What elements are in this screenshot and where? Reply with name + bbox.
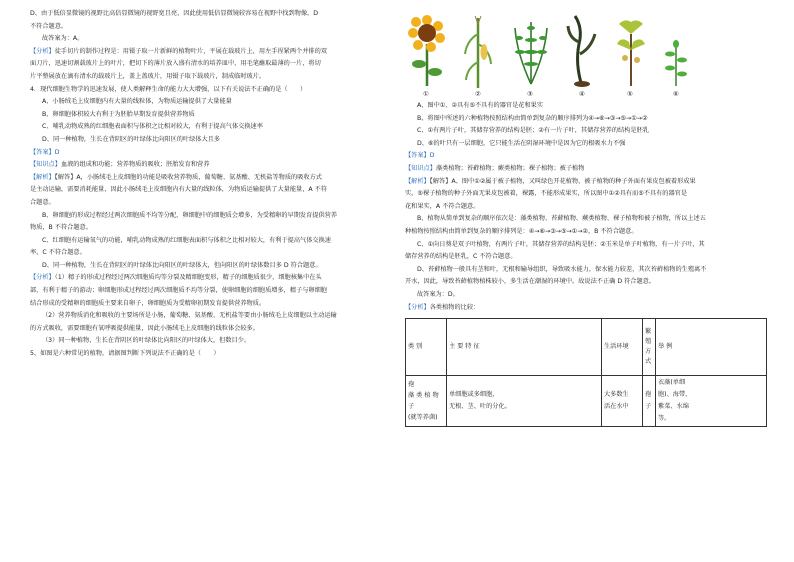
- answer-line: 故答案为：D。: [417, 290, 459, 298]
- text-line: 开水，因此，导致苔藓植物植株较小，多生活在潮湿的环境中。故说法不正确 D 符合题意。: [405, 278, 656, 286]
- analysis-line: [30, 272, 390, 285]
- text-line: 种植物按照结构由简单到复杂的顺序排列是：④→⑥→③→⑤→①→②，B 不符合题意。: [405, 227, 638, 235]
- question-4: 4．现代细胞生物学的迅速发展，使人类解释生命的能力大大增强，以下有关说法不正确的是（ ）: [30, 85, 307, 93]
- knowledge-text: 血液的组成和功能；营养物质的吸收；胚胎发育和营养: [60, 161, 210, 169]
- answer-line: 故答案为：A。: [42, 35, 84, 43]
- knowledge-text: 藻类植物；苔藓植物；蕨类植物；裸子植物；被子植物: [435, 164, 585, 172]
- analysis-text: （1）精子的形成过程经过两次细胞质均等分裂及精细胞变形，精子的细胞质很少，细胞核集中在头: [54, 274, 322, 282]
- table-header-row: [406, 319, 767, 376]
- question-5: 5、如图是六种常见的植物，请据图判断下列说法不正确的是（ ）: [30, 350, 220, 358]
- text-line: 面刀片，迅速切割载玻片上的叶片，把切下的薄片放入盛有清水的培养皿中，用毛笔蘸取最薄的一片，将切: [30, 60, 321, 68]
- text-line: 不符合题意。: [30, 22, 68, 30]
- analysis-text: 徒手切片的制作过程是：用镊子取一片新鲜的植物叶片，平展在载玻片上，用左手捏紧两个并排的双: [54, 47, 327, 55]
- table-header-cell: 举 例: [656, 319, 767, 376]
- ginkgo-icon: [611, 14, 651, 86]
- table-cell-category: [406, 376, 447, 427]
- text-line: B、卵细胞的形成过程经过两次细胞质不均等分配，卵细胞中的细胞质会增多，为受精卵的早期发育提供营养: [42, 211, 338, 219]
- option-a: A、图中①、②具有⑤不具有的器官是花和果实: [417, 102, 544, 109]
- text-line: 率，C 不符合题意。: [30, 249, 86, 257]
- example-line: 衣藻(单细: [658, 379, 686, 387]
- analysis-tag: 【分析】: [30, 274, 55, 282]
- answer-tag: 【答案】: [30, 148, 55, 156]
- text-line: 部，有利于精子的游动；卵细胞形成过程经过两次细胞质不均等分裂，使卵细胞的细胞质增多，精子与卵细胞: [30, 287, 327, 295]
- plant-figure: [405, 14, 770, 100]
- plant-number: ①: [423, 90, 429, 98]
- knowledge-tag: 【知识点】: [405, 164, 436, 172]
- plant-number: ②: [475, 90, 481, 98]
- table-row: [406, 376, 767, 427]
- analysis-line: [405, 302, 770, 315]
- table-header-cell: 繁殖方式: [643, 319, 656, 376]
- text-line: 花和果实，A 不符合题意。: [405, 202, 480, 210]
- analysis-tag: 【分析】: [405, 303, 430, 311]
- option-a: A、小肠绒毛上皮细胞内有大量的线粒体，为物质运输提供了大量能量: [42, 98, 232, 106]
- text-line: C、①向日葵是双子叶植物，有两片子叶，其储存营养的结构是胚；②玉米是单子叶植物，有一片子叶，其: [417, 240, 705, 248]
- text-line: 合题意。: [30, 198, 55, 206]
- sunflower-icon: [407, 14, 447, 86]
- explanation-text: 【解答】A、图中①②属于被子植物，又叫绿色开花植物，被子植物的种子外面有果皮包被着形成果: [429, 177, 696, 185]
- text-line: 储存营养的结构是胚乳，C 不符合题意。: [405, 253, 517, 261]
- feature-line: 单细胞或多细胞，: [449, 391, 499, 399]
- text-line: 实，⑤裸子植物的种子外面无果皮包被着，裸露，不能形成果实，所以图中①②具有而⑤不具有的器官是: [405, 190, 688, 198]
- text-line: 物质，B 不符合题意。: [30, 224, 92, 232]
- plant-number: ③: [527, 90, 533, 98]
- environment-line: 大多数生: [604, 391, 629, 399]
- text-line: 片平整展放在滴有清水的载玻片上，盖上盖玻片，用镊子取下载玻片，制成临时玻片。: [30, 72, 266, 80]
- corn-plant-icon: [463, 14, 493, 88]
- option-d: D、同一种植物，生长在背阴区的叶绿体比向阳区的叶绿体大且多: [42, 135, 221, 143]
- text-line: C、红细胞有运输氧气的功能，哺乳动物成熟的红细胞表面积与体积之比相对较大，有利于提高气体交换速: [42, 236, 331, 244]
- text-line: D、由于低倍显微镜的视野比高倍显微镜的视野宽且亮，因此使用低倍显微镜较容易在视野中找到物像，D: [30, 10, 318, 17]
- knowledge-line: [30, 159, 390, 172]
- fern-icon: [511, 14, 551, 86]
- example-line: 紫菜、水绵: [658, 403, 689, 411]
- analysis-line: [30, 46, 390, 59]
- option-d: D、⑥的叶只有一层细胞，它只能生活在阴湿环境中是因为它的根吸水力不强: [417, 139, 626, 147]
- knowledge-line: [405, 163, 770, 176]
- example-line: 等。: [658, 415, 671, 423]
- plant-number: ⑤: [627, 90, 633, 98]
- answer-value: D: [54, 148, 60, 156]
- text-line: 的方式吸收，需要细胞有氧呼吸提供能量，因此小肠绒毛上皮细胞的线粒体会较多。: [30, 324, 259, 332]
- text-line: D、苔藓植物一般具有茎和叶，无根和输导组织，导致吸水能力，保水能力较差，其次苔藓植物的生殖离不: [417, 265, 707, 273]
- seaweed-icon: [565, 14, 599, 88]
- text-line: 结合形成的受精卵的细胞质主要来自卵子，卵细胞质为受精卵初期发育提供营养物质。: [30, 299, 266, 307]
- table-cell-reproduction: 孢子: [643, 376, 656, 427]
- text-line: （3）同一种植物，生长在背阴区的叶绿体比向阳区的叶绿体大，但数目少。: [42, 337, 251, 345]
- option-b: B、卵细胞体积较大有利于为胚胎早期发育提供营养物质: [42, 110, 195, 118]
- knowledge-tag: 【知识点】: [30, 161, 61, 169]
- table-header-cell: 主 要 特 征: [447, 319, 602, 376]
- category-name: 藻 类 植 物: [408, 392, 439, 400]
- table-cell-feature: [447, 376, 602, 427]
- analysis-text: 各类植物的比较：: [429, 303, 480, 311]
- text-line: （2）营养物质消化和吸收的主要场所是小肠，葡萄糖、氨基酸、无机盐等要由小肠绒毛上皮细胞以主动运输: [42, 312, 337, 320]
- table-cell-environment: [602, 376, 643, 427]
- text-line: 是主动运输，需要消耗能量，因此小肠绒毛上皮细胞内有大量的线粒体，为物质运输提供了大量能量，A 不符: [30, 186, 328, 194]
- option-c: C、哺乳动物成熟的红细胞表面积与体积之比相对较大，有利于提高气体交换速率: [42, 123, 263, 131]
- option-b: B、将图中所述的六种植物按照结构由简单到复杂的顺序排列为④→⑥→③→⑤→①→②: [417, 114, 648, 122]
- plant-number: ⑥: [673, 90, 679, 98]
- right-column: [405, 8, 770, 427]
- table-header-cell: 类 别: [406, 319, 447, 376]
- explanation-line: [405, 176, 770, 189]
- explanation-text: 【解答】A，小肠绒毛上皮细胞的功能是吸收营养物质，葡萄糖、氨基酸、无机盐等物质的吸收方式: [54, 173, 322, 181]
- text-line: D、同一种植物，生长在背阴区的叶绿体比向阳区的叶绿体大，但向阳区的叶绿体数目多 D 符合题意。: [42, 261, 322, 269]
- category-note: (就等养菌): [408, 414, 438, 422]
- text-line: B、植物从简单到复杂的顺序依次是：藻类植物、苔藓植物、蕨类植物、裸子植物和被子植物，所以上述五: [417, 215, 706, 223]
- answer-line: [30, 147, 390, 160]
- option-c: C、①有两片子叶，其储存营养的结构是胚；②有一片子叶，其储存营养的结构是胚乳: [417, 127, 649, 135]
- plant-comparison-table: [405, 318, 767, 427]
- table-cell-examples: [656, 376, 767, 427]
- category-char: 孢: [408, 381, 415, 389]
- answer-tag: 【答案】: [405, 152, 430, 160]
- explanation-tag: 【解析】: [405, 177, 430, 185]
- table-header-cell: 生活环境: [602, 319, 643, 376]
- analysis-tag: 【分析】: [30, 47, 55, 55]
- environment-line: 活在水中: [604, 403, 629, 411]
- feature-line: 无根、茎、叶的分化。: [449, 403, 511, 411]
- answer-value: D: [429, 152, 435, 160]
- moss-icon: [661, 14, 691, 86]
- explanation-line: [30, 172, 390, 185]
- answer-line: [405, 150, 770, 163]
- category-char: 子: [408, 403, 415, 411]
- explanation-tag: 【解析】: [30, 173, 55, 181]
- left-column: [30, 8, 390, 361]
- example-line: 胞)、海带、: [658, 391, 692, 399]
- plant-number: ④: [579, 90, 585, 98]
